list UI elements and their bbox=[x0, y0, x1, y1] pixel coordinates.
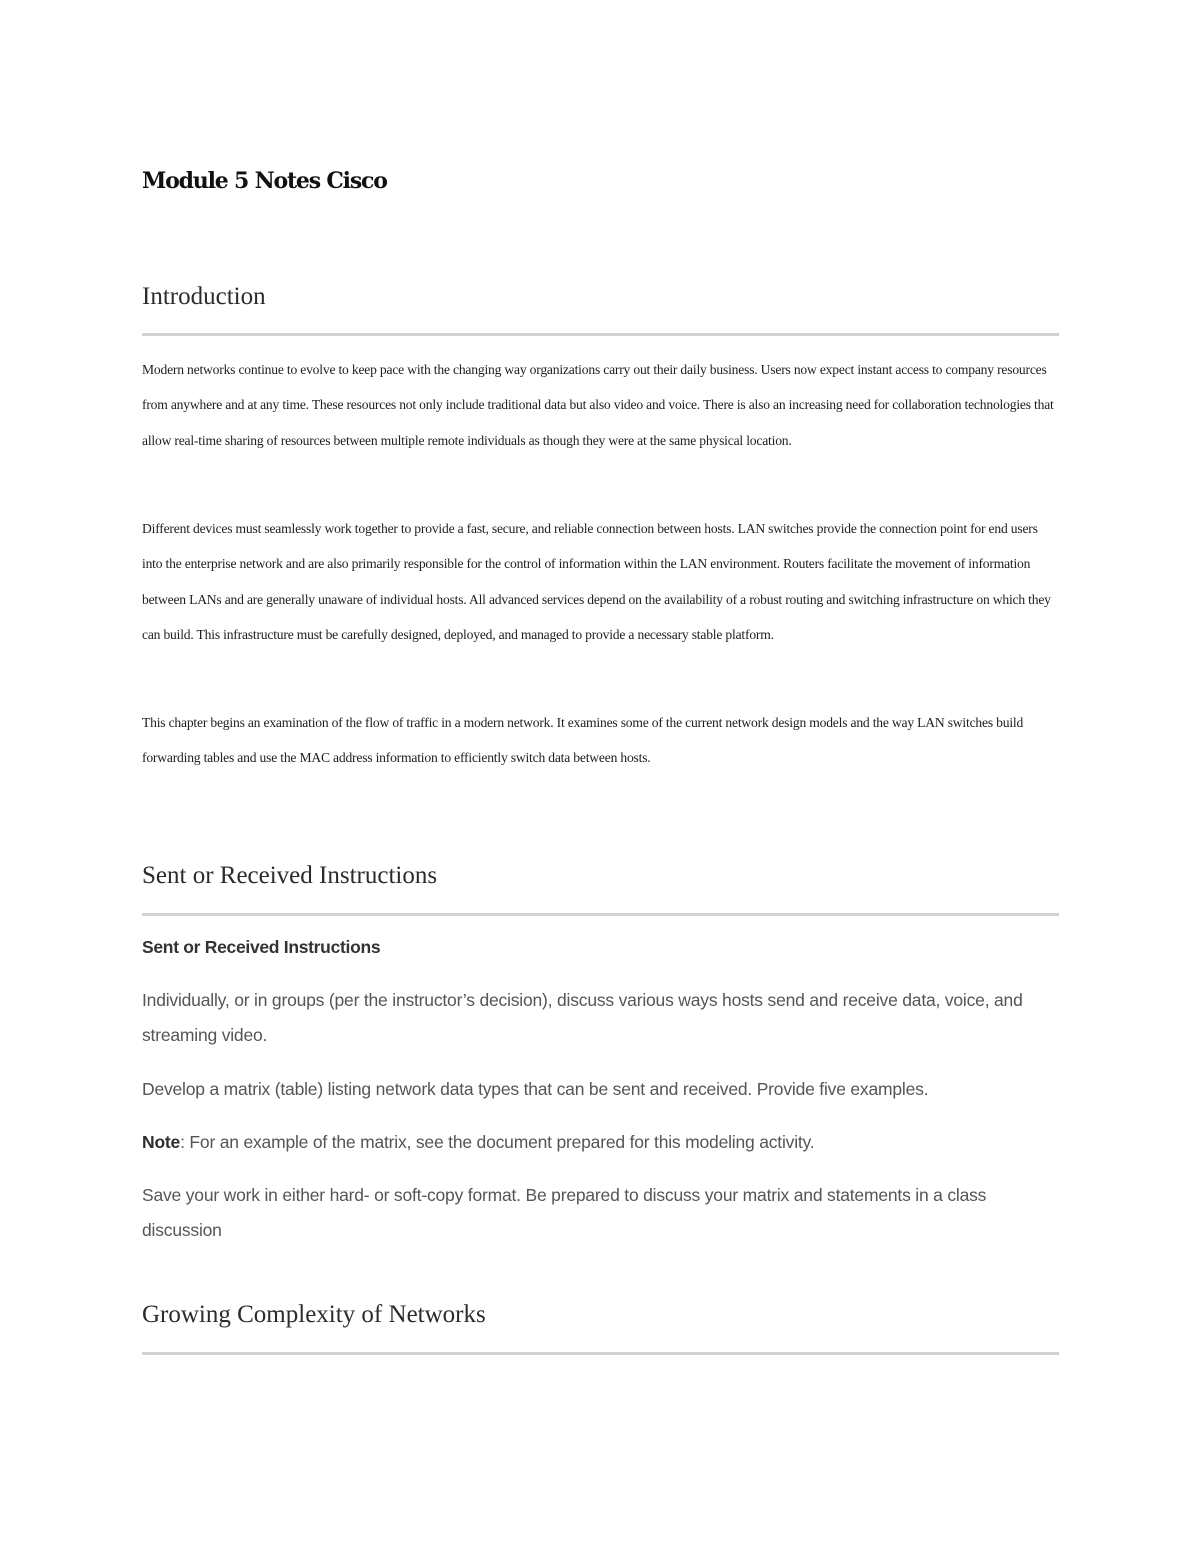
intro-paragraph-3: This chapter begins an examination of the flow of traffic in a modern network. It examines some of the current network design models and the way LAN switches build forwarding tables and use the MAC address information to efficiently switch data between hosts. bbox=[142, 715, 1024, 766]
note-text: : For an example of the matrix, see the document prepared for this modeling activity. bbox=[180, 1132, 815, 1152]
intro-paragraph-2: Different devices must seamlessly work together to provide a fast, secure, and reliable connection between hosts. LAN switches provide the connection point for end users into the enterprise network and are also primarily responsible for the control of information within the LAN environment. Routers facilitate the movement of information between LANs and are generally unaware of individual hosts. All advanced services depend on the availability of a robust routing and switching infrastructure on which they can build. This infrastructure must be carefully designed, deployed, and managed to provide a necessary stable platform. bbox=[142, 521, 1051, 642]
instructions-paragraph-2: Develop a matrix (table) listing network data types that can be sent and received. Provide five examples. bbox=[142, 1079, 929, 1099]
section-heading-sent-received: Sent or Received Instructions bbox=[142, 862, 438, 889]
intro-paragraph-1: Modern networks continue to evolve to keep pace with the changing way organizations carry out their daily business. Users now expect instant access to company resources from anywhere and at any time. These resources not only include traditional data but also video and voice. There is also an increasing need for collaboration technologies that allow real-time sharing of resources between multiple remote individuals as though they were at the same physical location. bbox=[142, 362, 1054, 448]
note-paragraph bbox=[142, 1125, 1059, 1160]
section-divider bbox=[142, 333, 1059, 336]
note-label: Note bbox=[142, 1132, 181, 1152]
instructions-paragraph-1: Individually, or in groups (per the instructor’s decision), discuss various ways hosts send and receive data, voice, and streaming video. bbox=[142, 990, 1023, 1046]
section-divider bbox=[142, 913, 1059, 916]
document-title: Module 5 Notes Cisco bbox=[142, 168, 387, 194]
section-heading-growing-complexity: Growing Complexity of Networks bbox=[142, 1301, 486, 1328]
instructions-closing-paragraph: Save your work in either hard- or soft-copy format. Be prepared to discuss your matrix and statements in a class discussion bbox=[142, 1185, 987, 1241]
section-heading-introduction: Introduction bbox=[142, 283, 266, 310]
sub-heading-sent-received: Sent or Received Instructions bbox=[142, 937, 381, 957]
section-divider bbox=[142, 1352, 1059, 1355]
